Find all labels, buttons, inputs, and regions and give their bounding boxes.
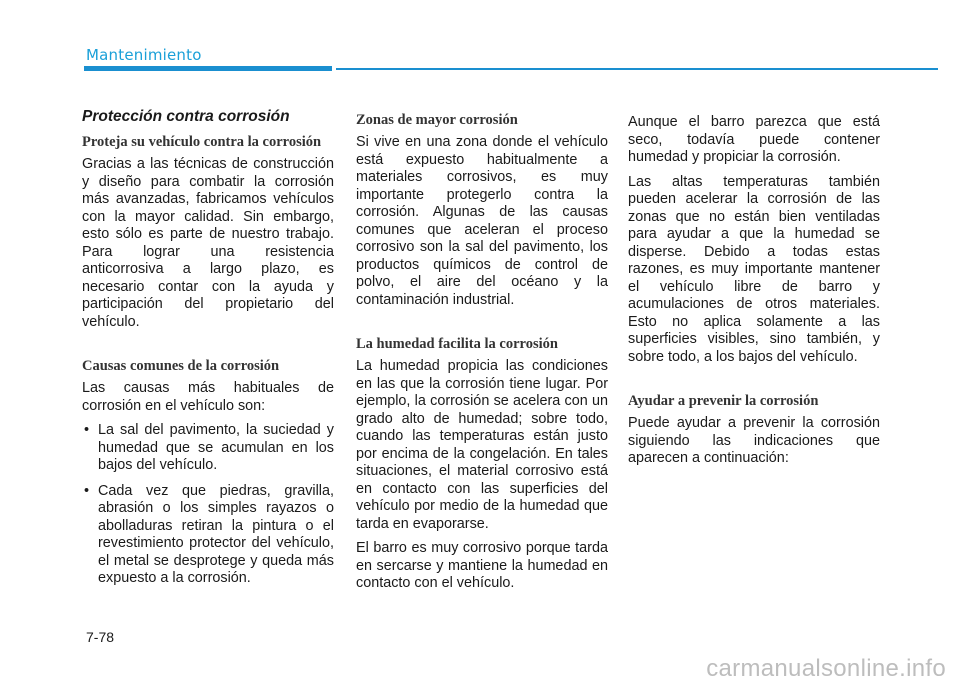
bullet-icon: • (84, 482, 90, 499)
paragraph-intro: Gracias a las técnicas de construcción y diseño para combatir la corrosión más avanzadas, fabricamos vehículos con la mayor calidad. Sin embargo, esto sólo es parte de nuestro trabajo. Para lograr una resistencia anticorrosiva a largo plazo, es necesario contar con la ayuda y participación del propietario del vehículo. (82, 156, 334, 330)
watermark: carmanualsonline.info (706, 655, 946, 682)
subheading-protect: Proteja su vehículo contra la corrosión (82, 134, 322, 150)
bullet-icon: • (84, 422, 90, 438)
header-rule-thin (336, 68, 938, 70)
paragraph-prevent: Puede ayudar a prevenir la corrosión siguiendo las indicaciones que aparecen a continuación: (628, 415, 880, 466)
paragraph-temperatures: Las altas temperaturas también pueden acelerar la corrosión de las zonas que no están bien ventiladas para ayudar a que la humedad se disperse. Debido a todas estas razones, es muy importante mantener el vehículo libre de barro y acumulaciones de otros materiales. Esto no aplica solamente a las superficies visibles, sino también, y sobre todo, a los bajos del vehículo. (628, 173, 880, 365)
subheading-prevent: Ayudar a prevenir la corrosión (628, 393, 819, 409)
paragraph-mud: El barro es muy corrosivo porque tarda en sercarse y mantiene la humedad en contacto con el vehículo. (356, 540, 608, 591)
column-3 (628, 108, 880, 475)
header-title: Mantenimiento (86, 46, 202, 64)
column-1 (82, 108, 334, 596)
subheading-causes: Causas comunes de la corrosión (82, 358, 280, 374)
paragraph-zones: Si vive en una zona donde el vehículo está expuesto habitualmente a materiales corrosivos, es muy importante protegerlo contra la corrosión. Algunas de las causas comunes que aceleran el proceso corrosivo son la sal del pavimento, los productos químicos de control de polvo, el aire del océano y la contaminación industrial. (356, 134, 608, 308)
causes-list (82, 422, 334, 588)
list-item: • La sal del pavimento, la suciedad y humedad que se acumulan en los bajos del vehículo. (84, 422, 334, 473)
section-title: Protección contra corrosión (82, 108, 290, 125)
paragraph-dry-mud: Aunque el barro parezca que está seco, todavía puede contener humedad y propiciar la corrosión. (628, 114, 880, 165)
page-number: 7-78 (86, 629, 115, 645)
paragraph-causes: Las causas más habituales de corrosión en el vehículo son: (82, 380, 334, 414)
header-rule-thick (84, 66, 332, 71)
subheading-zones: Zonas de mayor corrosión (356, 112, 518, 128)
column-2 (356, 108, 608, 600)
subheading-humidity: La humedad facilita la corrosión (356, 336, 558, 352)
list-item: • Cada vez que piedras, gravilla, abrasión o los simples rayazos o abolladuras retiran la pintura o el revestimiento protector del vehículo, el metal se desprotege y queda más expuesto a la corrosión. (84, 482, 334, 586)
paragraph-humidity: La humedad propicia las condiciones en las que la corrosión tiene lugar. Por ejemplo, la corrosión se acelera con un grado alto de humedad; sobre todo, cuando las temperaturas están justo por encima de la congelación. En tales situaciones, el material corrosivo está en contacto con las superficies del vehículo por medio de la humedad que tarda en evaporarse. (356, 358, 608, 532)
